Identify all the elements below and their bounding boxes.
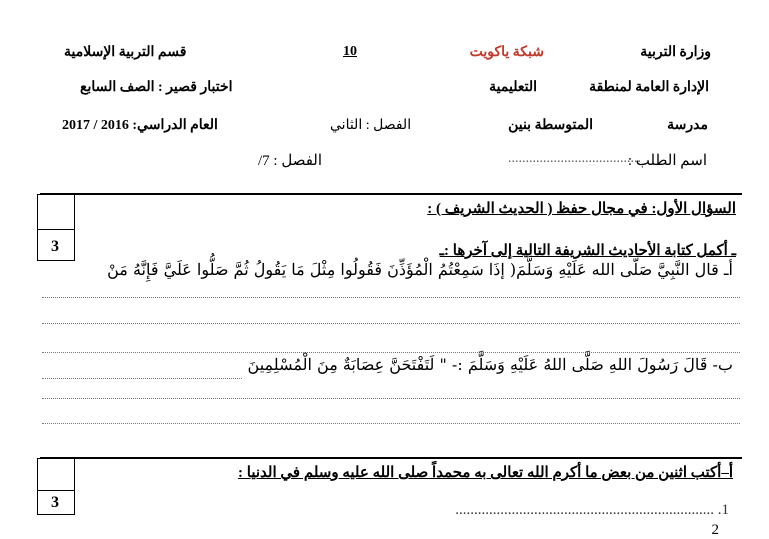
question-1-instruction: ـ أكمل كتابة الأحاديث الشريفة التالية إلى آخرها :ـ	[439, 243, 736, 259]
answer-item-1[interactable]: 1. .....................................................................	[455, 502, 729, 518]
academic-year: العام الدراسي: 2016 / 2017	[62, 118, 218, 133]
hadith-b-text: ب- قَالَ رَسُولَ اللهِ صَلَّى اللهُ عَلَيْهِ وَسَلَّمَ :- " لَتَفْتَحَنَّ عِصَابَةٌ مِنَ الْمُسْلِمِينَ	[247, 355, 733, 374]
answer-line[interactable]	[42, 423, 740, 424]
class-label: الفصل : 7/	[258, 153, 323, 169]
section-divider-1	[40, 193, 742, 195]
answer-line[interactable]	[42, 352, 740, 353]
answer-line[interactable]	[42, 398, 740, 399]
exam-label: اختبار قصير : الصف السابع	[80, 80, 233, 95]
answer-line[interactable]	[42, 297, 740, 298]
section-divider-2	[40, 457, 742, 459]
admin-label: الإدارة العامة لمنطقة	[589, 80, 709, 95]
edu-label: التعليمية	[489, 80, 537, 95]
school-label: مدرسة	[667, 118, 708, 133]
question-2-title: أ–أكتب اثنين من بعض ما أكرم الله تعالى به محمداً صلى الله عليه وسلم في الدنيا :	[238, 465, 733, 481]
student-name-label: اسم الطلب :	[627, 153, 707, 169]
page-number: 10	[343, 44, 357, 59]
term-label: الفصل : الثاني	[330, 118, 412, 133]
answer-line[interactable]	[42, 323, 740, 324]
student-name-field[interactable]: ......................................	[508, 151, 641, 166]
answer-item-2[interactable]: 2	[711, 522, 719, 538]
score-value-1: 3	[51, 238, 59, 255]
site-name: شبكة ياكويت	[469, 45, 544, 60]
department-label: قسم التربية الإسلامية	[64, 45, 187, 60]
school-name: المتوسطة بنين	[508, 118, 593, 133]
hadith-a-text: أـ قال النَّبِيَّ صَلّى الله عَلَيْهِ وَسَلَّمَ( إذَا سَمِعْتُمُ الْمُؤَذِّنَ فَقُولُوا مِثْلَ مَا يَقُولُ ثُمَّ صَلُّوا عَلَيَّ فَإِنَّهُ مَنْ	[107, 260, 733, 279]
ministry-label: وزارة التربية	[640, 45, 711, 60]
score-value-2: 3	[51, 494, 59, 511]
question-1-title: السؤال الأول: في مجال حفظ ( الحديث الشريف ) :	[427, 201, 736, 217]
answer-line[interactable]	[42, 378, 242, 379]
